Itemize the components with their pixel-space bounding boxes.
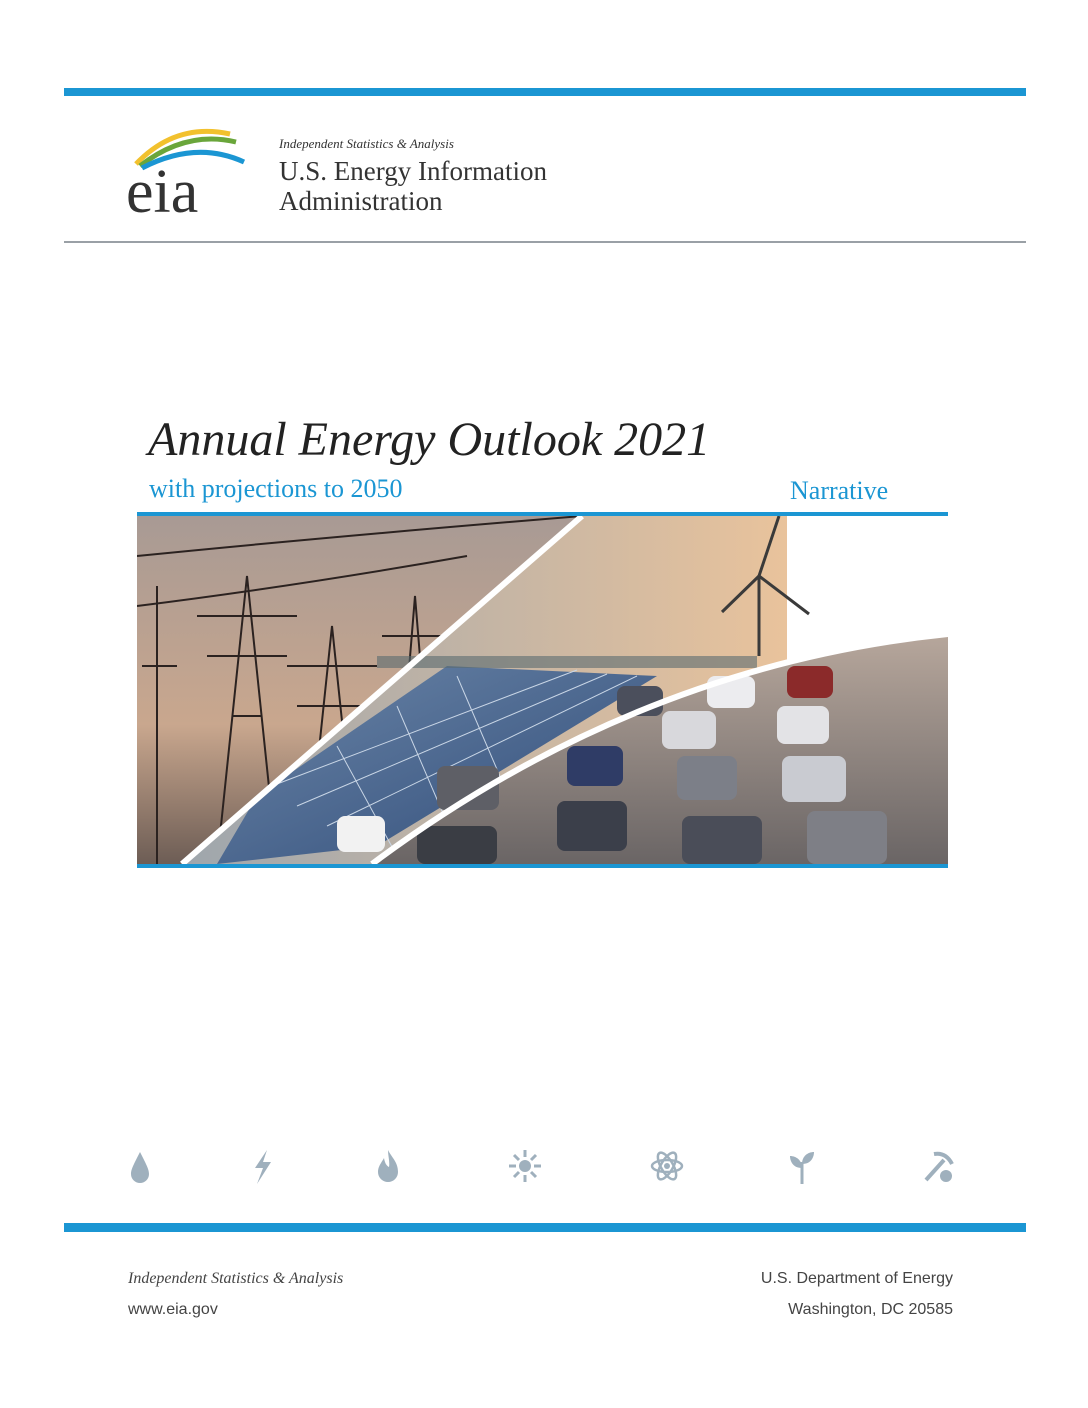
agency-name (279, 156, 547, 216)
flame-icon (368, 1146, 408, 1186)
oil-drop-icon (120, 1146, 160, 1186)
top-rule (64, 88, 1026, 96)
photo-rule-bottom (137, 864, 948, 868)
plant-icon (782, 1146, 822, 1186)
bottom-rule (64, 1223, 1026, 1232)
footer-website-link[interactable]: www.eia.gov (128, 1301, 218, 1318)
footer-tagline: Independent Statistics & Analysis (128, 1270, 344, 1287)
header-rule (64, 241, 1026, 243)
agency-tagline: Independent Statistics & Analysis (279, 136, 454, 151)
sun-icon (505, 1146, 545, 1186)
lightning-icon (243, 1146, 283, 1186)
report-label: Narrative (790, 476, 889, 505)
report-title: Annual Energy Outlook 2021 (148, 413, 711, 466)
footer-department: U.S. Department of Energy (760, 1270, 953, 1287)
coal-pick-icon (918, 1146, 958, 1186)
svg-text:eia: eia (126, 158, 199, 218)
energy-icons-row (100, 1146, 1000, 1186)
agency-name-line1: U.S. Energy Information (279, 156, 547, 186)
agency-name-line2: Administration (279, 186, 443, 216)
report-subtitle: with projections to 2050 (149, 474, 403, 503)
atom-icon (647, 1146, 687, 1186)
eia-logo (126, 122, 252, 218)
cover-photo (137, 516, 948, 864)
footer-address: Washington, DC 20585 (788, 1301, 953, 1318)
